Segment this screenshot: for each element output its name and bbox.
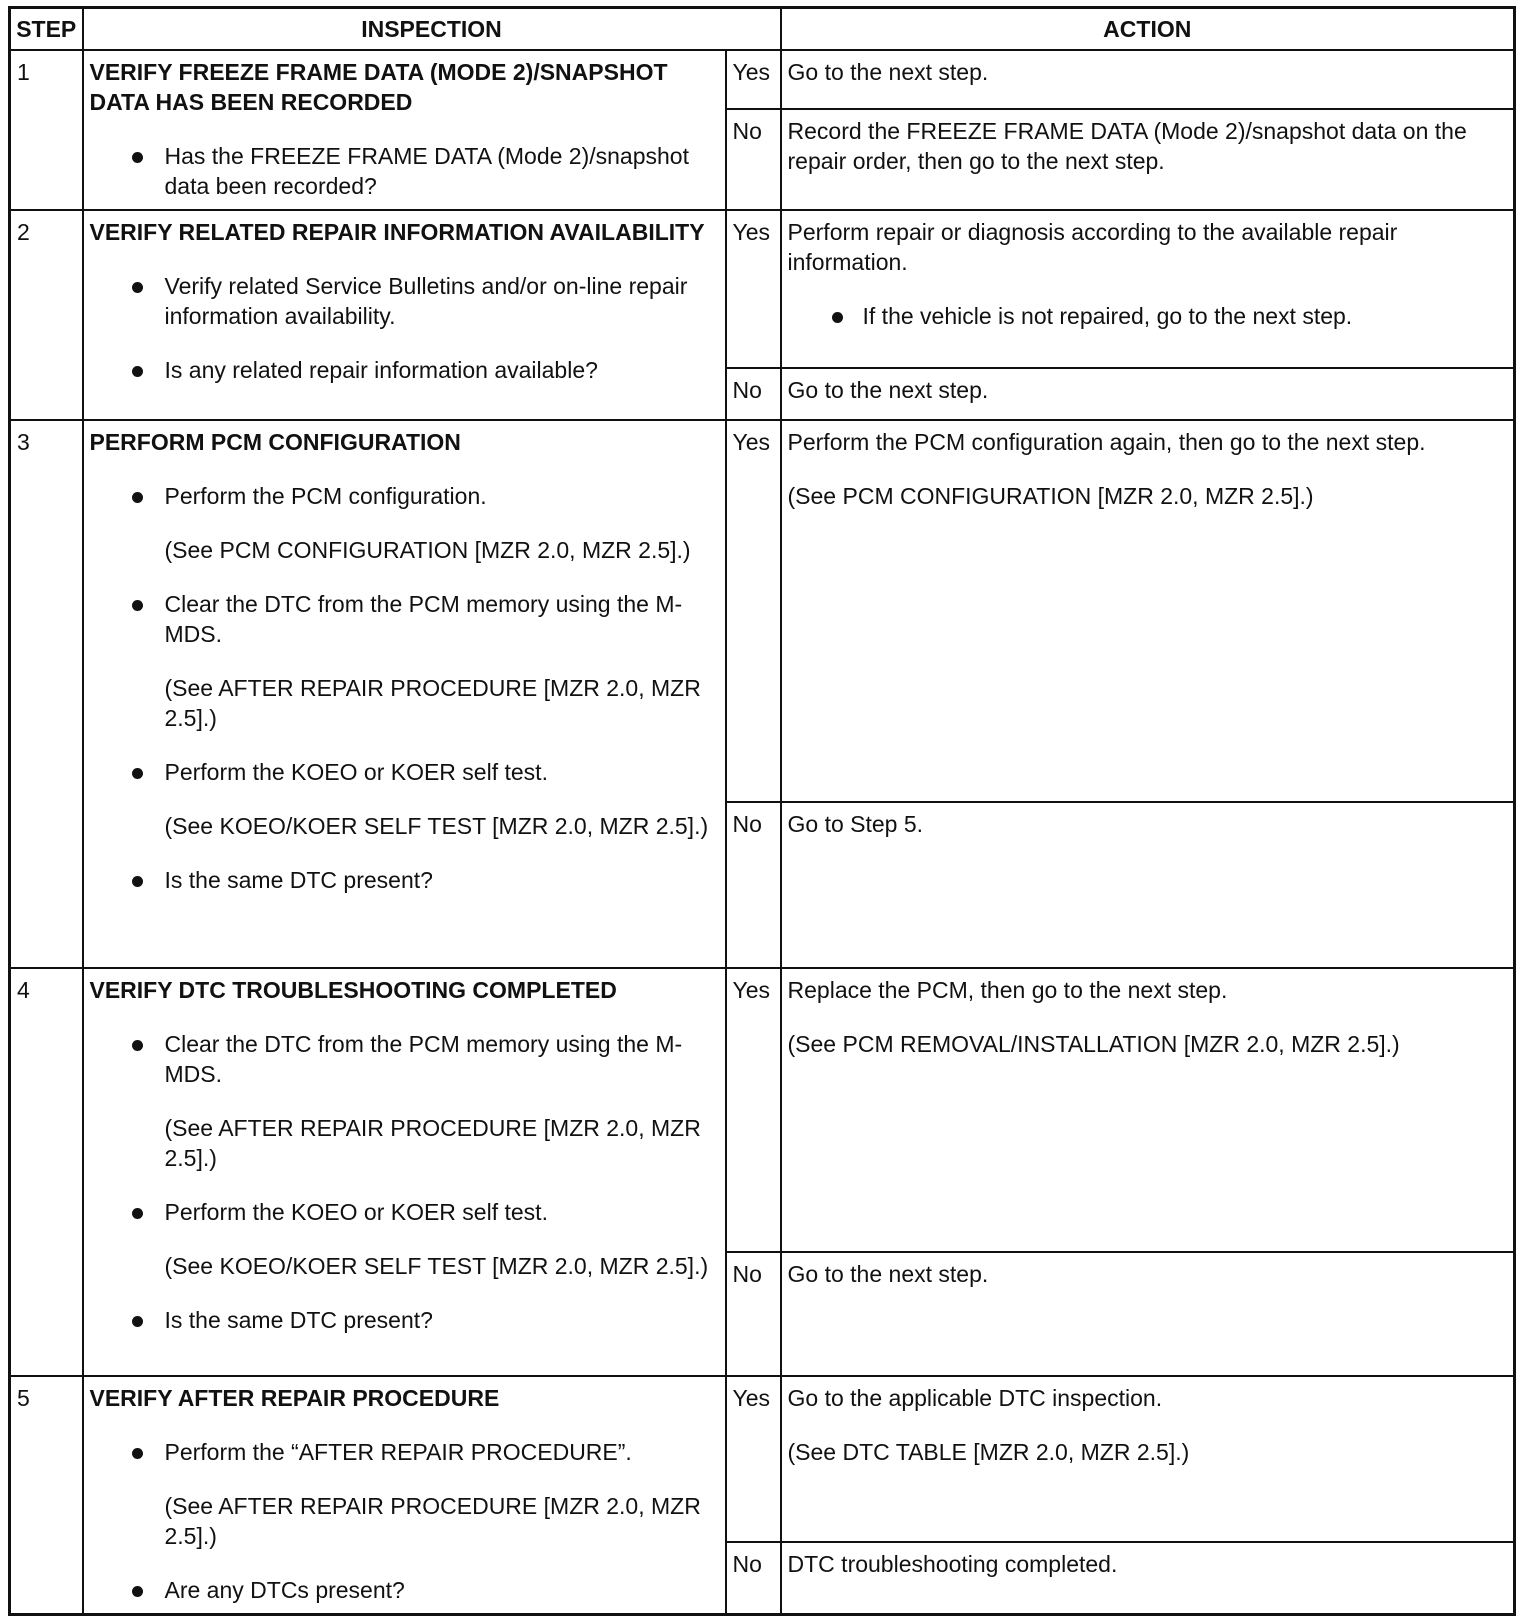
inspection-item: Perform the “AFTER REPAIR PROCEDURE”. bbox=[90, 1437, 719, 1467]
step-title: VERIFY RELATED REPAIR INFORMATION AVAILABILITY bbox=[89, 219, 705, 245]
no-action: Go to the next step. bbox=[781, 368, 1515, 420]
step-number: 5 bbox=[10, 1376, 83, 1615]
bullet-icon bbox=[132, 1586, 143, 1597]
inspection-item: Perform the KOEO or KOER self test. bbox=[90, 757, 719, 787]
reference-note: (See PCM CONFIGURATION [MZR 2.0, MZR 2.5].) bbox=[787, 483, 1314, 509]
inspection-cell bbox=[83, 1376, 726, 1615]
inspection-item: Are any DTCs present? bbox=[90, 1575, 719, 1605]
step-number: 3 bbox=[10, 420, 83, 968]
bullet-icon bbox=[132, 152, 143, 163]
bullet-icon bbox=[132, 1316, 143, 1327]
bullet-icon bbox=[132, 876, 143, 887]
inspection-cell bbox=[83, 420, 726, 968]
no-label: No bbox=[726, 1542, 781, 1614]
diagnostic-table bbox=[8, 6, 1516, 1616]
reference-note: (See DTC TABLE [MZR 2.0, MZR 2.5].) bbox=[787, 1439, 1190, 1465]
yes-label: Yes bbox=[726, 420, 781, 802]
bullet-icon bbox=[132, 1040, 143, 1051]
inspection-cell bbox=[83, 50, 726, 210]
reference-note: (See PCM REMOVAL/INSTALLATION [MZR 2.0, MZR 2.5].) bbox=[787, 1031, 1400, 1057]
bullet-icon bbox=[132, 282, 143, 293]
step-title: PERFORM PCM CONFIGURATION bbox=[89, 429, 461, 455]
inspection-item: Is any related repair information available? bbox=[90, 355, 719, 385]
no-action: DTC troubleshooting completed. bbox=[781, 1542, 1515, 1614]
yes-label: Yes bbox=[726, 50, 781, 109]
bullet-icon bbox=[832, 312, 843, 323]
bullet-icon bbox=[132, 492, 143, 503]
yes-action: Perform repair or diagnosis according to the available repair information. If the vehicle is not repaired, go to the next step. bbox=[781, 210, 1515, 368]
inspection-item: Perform the PCM configuration. bbox=[90, 481, 719, 511]
no-label: No bbox=[726, 1252, 781, 1376]
step-3-yes-row bbox=[10, 420, 1515, 802]
yes-label: Yes bbox=[726, 210, 781, 368]
inspection-item: Is the same DTC present? bbox=[90, 865, 719, 895]
reference-note: (See KOEO/KOER SELF TEST [MZR 2.0, MZR 2.5].) bbox=[164, 813, 709, 839]
step-number: 4 bbox=[10, 968, 83, 1376]
bullet-icon bbox=[132, 1208, 143, 1219]
no-label: No bbox=[726, 802, 781, 968]
reference-note: (See PCM CONFIGURATION [MZR 2.0, MZR 2.5].) bbox=[164, 537, 691, 563]
no-action: Go to Step 5. bbox=[781, 802, 1515, 968]
inspection-item: Clear the DTC from the PCM memory using the M-MDS. bbox=[90, 1029, 719, 1089]
yes-action: Perform the PCM configuration again, then go to the next step. (See PCM CONFIGURATION [MZR 2.0, MZR 2.5].) bbox=[781, 420, 1515, 802]
yes-label: Yes bbox=[726, 968, 781, 1252]
diagnostic-procedure-page bbox=[8, 6, 1513, 1616]
action-column-header: ACTION bbox=[781, 8, 1515, 51]
bullet-icon bbox=[132, 366, 143, 377]
no-label: No bbox=[726, 368, 781, 420]
step-number: 2 bbox=[10, 210, 83, 420]
no-label: No bbox=[726, 109, 781, 210]
reference-note: (See KOEO/KOER SELF TEST [MZR 2.0, MZR 2.5].) bbox=[164, 1253, 709, 1279]
inspection-item: Is the same DTC present? bbox=[90, 1305, 719, 1335]
yes-action: Replace the PCM, then go to the next step. (See PCM REMOVAL/INSTALLATION [MZR 2.0, MZR 2.5].) bbox=[781, 968, 1515, 1252]
step-number: 1 bbox=[10, 50, 83, 210]
inspection-item: Has the FREEZE FRAME DATA (Mode 2)/snapshot data been recorded? bbox=[90, 141, 719, 201]
no-action: Record the FREEZE FRAME DATA (Mode 2)/snapshot data on the repair order, then go to the next step. bbox=[781, 109, 1515, 210]
bullet-icon bbox=[132, 600, 143, 611]
yes-action: Go to the applicable DTC inspection. (See DTC TABLE [MZR 2.0, MZR 2.5].) bbox=[781, 1376, 1515, 1542]
inspection-item: Perform the KOEO or KOER self test. bbox=[90, 1197, 719, 1227]
reference-note: (See AFTER REPAIR PROCEDURE [MZR 2.0, MZR 2.5].) bbox=[164, 1493, 701, 1549]
step-2-yes-row bbox=[10, 210, 1515, 368]
step-5-yes-row bbox=[10, 1376, 1515, 1542]
step-4-yes-row bbox=[10, 968, 1515, 1252]
step-title: VERIFY AFTER REPAIR PROCEDURE bbox=[89, 1385, 500, 1411]
inspection-item: Clear the DTC from the PCM memory using the M-MDS. bbox=[90, 589, 719, 649]
yes-action: Go to the next step. bbox=[781, 50, 1515, 109]
step-1-yes-row bbox=[10, 50, 1515, 109]
action-item: If the vehicle is not repaired, go to the next step. bbox=[788, 301, 1508, 331]
bullet-icon bbox=[132, 1448, 143, 1459]
yes-label: Yes bbox=[726, 1376, 781, 1542]
reference-note: (See AFTER REPAIR PROCEDURE [MZR 2.0, MZR 2.5].) bbox=[164, 675, 701, 731]
reference-note: (See AFTER REPAIR PROCEDURE [MZR 2.0, MZR 2.5].) bbox=[164, 1115, 701, 1171]
inspection-item: Verify related Service Bulletins and/or on-line repair information availability. bbox=[90, 271, 719, 331]
step-title: VERIFY DTC TROUBLESHOOTING COMPLETED bbox=[89, 977, 617, 1003]
inspection-column-header: INSPECTION bbox=[83, 8, 781, 51]
bullet-icon bbox=[132, 768, 143, 779]
no-action: Go to the next step. bbox=[781, 1252, 1515, 1376]
header-row bbox=[10, 8, 1515, 51]
step-title: VERIFY FREEZE FRAME DATA (MODE 2)/SNAPSHOT DATA HAS BEEN RECORDED bbox=[89, 59, 668, 115]
inspection-cell bbox=[83, 210, 726, 420]
inspection-cell bbox=[83, 968, 726, 1376]
step-column-header: STEP bbox=[10, 8, 83, 51]
